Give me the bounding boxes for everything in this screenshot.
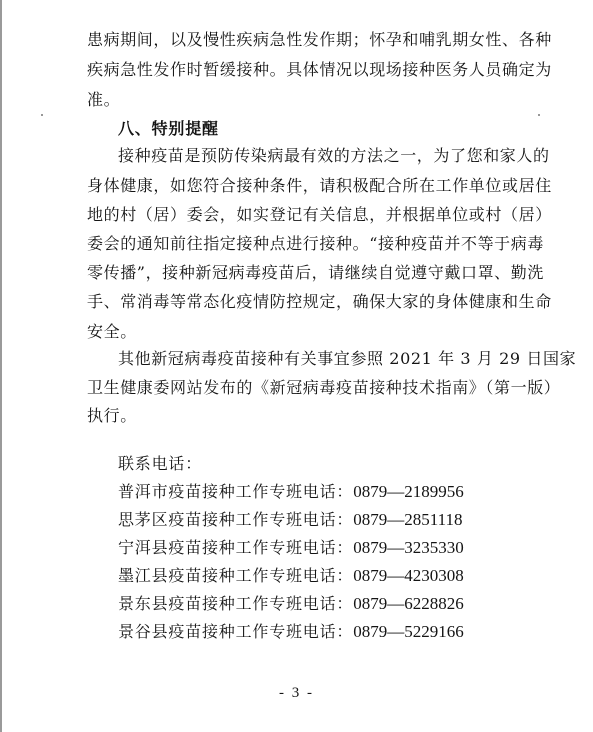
- contact-row: [118, 538, 464, 558]
- text-line: 疾病急性发作时暂缓接种。具体情况以现场接种医务人员确定为: [87, 60, 552, 79]
- text-line: 卫生健康委网站发布的《新冠病毒疫苗接种技术指南》（第一版）: [87, 378, 561, 397]
- contact-label: 景谷县疫苗接种工作专班电话：: [118, 622, 354, 641]
- contact-row: [118, 594, 464, 614]
- contact-row: [118, 482, 464, 502]
- text-line: 接种疫苗是预防传染病最有效的方法之一，为了您和家人的: [118, 146, 550, 165]
- text-line: 身体健康，如您符合接种条件，请积极配合所在工作单位或居住: [87, 176, 552, 195]
- contact-row: [118, 622, 464, 642]
- text-line: 手、常消毒等常态化疫情防控规定，确保大家的身体健康和生命: [87, 292, 552, 311]
- contact-label: 思茅区疫苗接种工作专班电话：: [118, 510, 354, 529]
- contact-phone: 0879—2189956: [353, 482, 464, 501]
- contact-phone: 0879—5229166: [353, 622, 464, 641]
- scan-speck: [41, 114, 43, 116]
- text-line: 其他新冠病毒疫苗接种有关事宜参照 2021 年 3 月 29 日国家: [118, 349, 577, 368]
- contact-phone: 0879—3235330: [353, 538, 464, 557]
- contact-phone: 0879—4230308: [353, 566, 464, 585]
- text-line: 安全。: [87, 322, 137, 341]
- contact-label: 景东县疫苗接种工作专班电话：: [118, 594, 354, 613]
- section-heading: 八、特别提醒: [118, 119, 219, 138]
- contact-heading: 联系电话：: [118, 454, 203, 473]
- page-number: - 3 -: [279, 685, 314, 701]
- page-left-edge: [0, 0, 2, 732]
- contact-label: 墨江县疫苗接种工作专班电话：: [118, 566, 354, 585]
- contact-row: [118, 510, 462, 530]
- contact-row: [118, 566, 464, 586]
- scan-speck: [538, 114, 540, 116]
- contact-label: 宁洱县疫苗接种工作专班电话：: [118, 538, 354, 557]
- contact-phone: 0879—2851118: [353, 510, 463, 529]
- text-line: 患病期间，以及慢性疾病急性发作期；怀孕和哺乳期女性、各种: [87, 30, 552, 49]
- text-line: 地的村（居）委会，如实登记有关信息，并根据单位或村（居）: [87, 205, 552, 224]
- text-line: 零传播”，接种新冠病毒疫苗后，请继续自觉遵守戴口罩、勤洗: [87, 263, 544, 282]
- text-line: 委会的通知前往指定接种点进行接种。“接种疫苗并不等于病毒: [87, 234, 544, 253]
- contact-label: 普洱市疫苗接种工作专班电话：: [118, 482, 354, 501]
- text-line: 准。: [87, 90, 121, 109]
- contact-phone: 0879—6228826: [353, 594, 464, 613]
- text-line: 执行。: [87, 406, 137, 425]
